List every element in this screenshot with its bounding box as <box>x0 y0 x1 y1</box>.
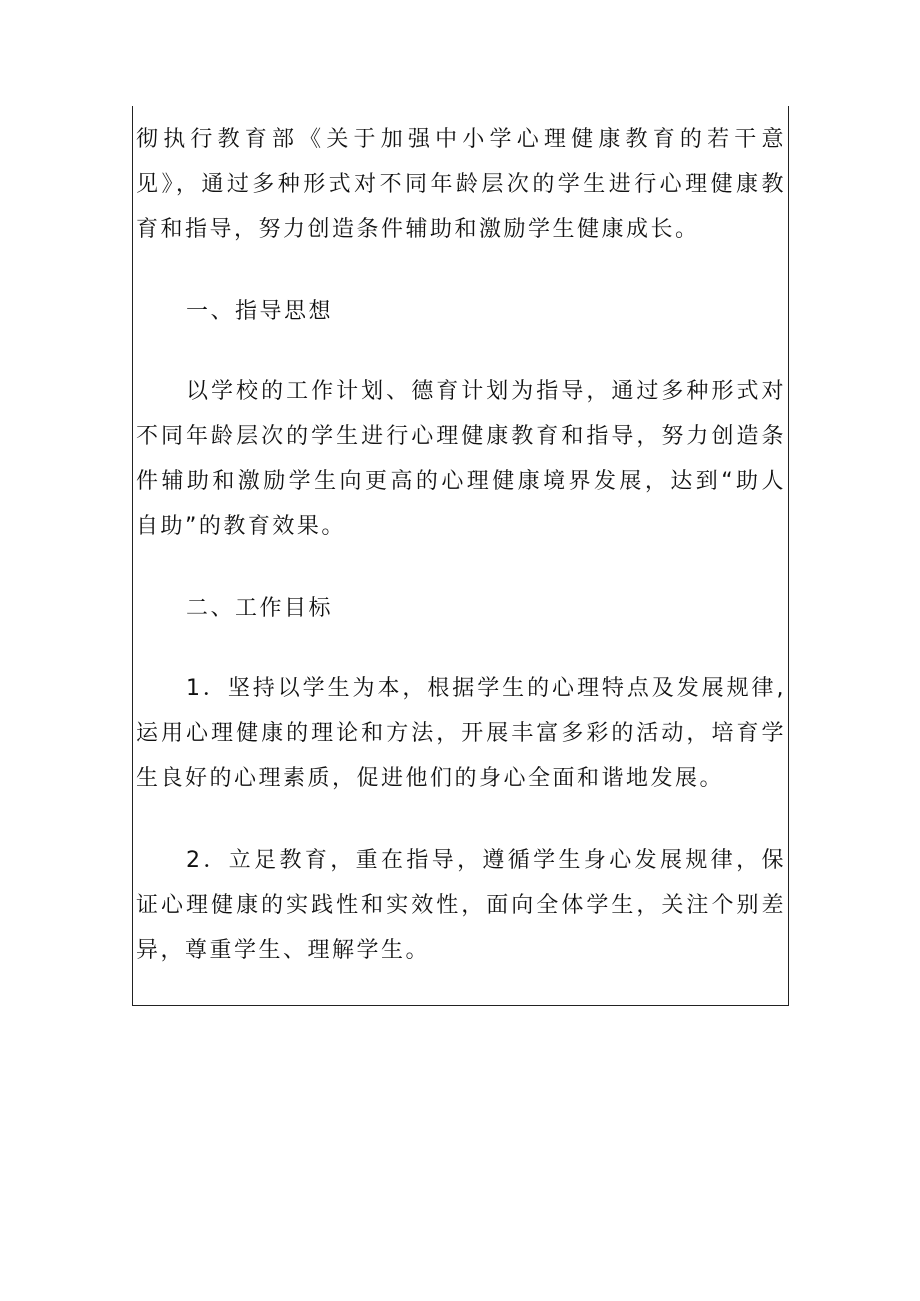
work-goal-item-2: 2．立足教育，重在指导，遵循学生身心发展规律，保证心理健康的实践性和实效性，面向全体学生，关注个别差异，尊重学生、理解学生。 <box>136 848 786 963</box>
document-bordered-box <box>132 106 789 1006</box>
continuation-paragraph: 彻执行教育部《关于加强中小学心理健康教育的若干意见》，通过多种形式对不同年龄层次的学生进行心理健康教育和指导，努力创造条件辅助和激励学生健康成长。 <box>136 127 786 242</box>
section-heading-guiding-ideology: 一、指导思想 <box>186 299 334 324</box>
document-content <box>136 117 786 973</box>
section-heading-work-goals: 二、工作目标 <box>186 596 334 621</box>
guiding-ideology-paragraph: 以学校的工作计划、德育计划为指导，通过多种形式对不同年龄层次的学生进行心理健康教育和指导，努力创造条件辅助和激励学生向更高的心理健康境界发展，达到“助人自助”的教育效果。 <box>136 379 786 539</box>
work-goal-item-1: 1．坚持以学生为本，根据学生的心理特点及发展规律,运用心理健康的理论和方法，开展丰富多彩的活动，培育学生良好的心理素质，促进他们的身心全面和谐地发展。 <box>136 676 786 791</box>
